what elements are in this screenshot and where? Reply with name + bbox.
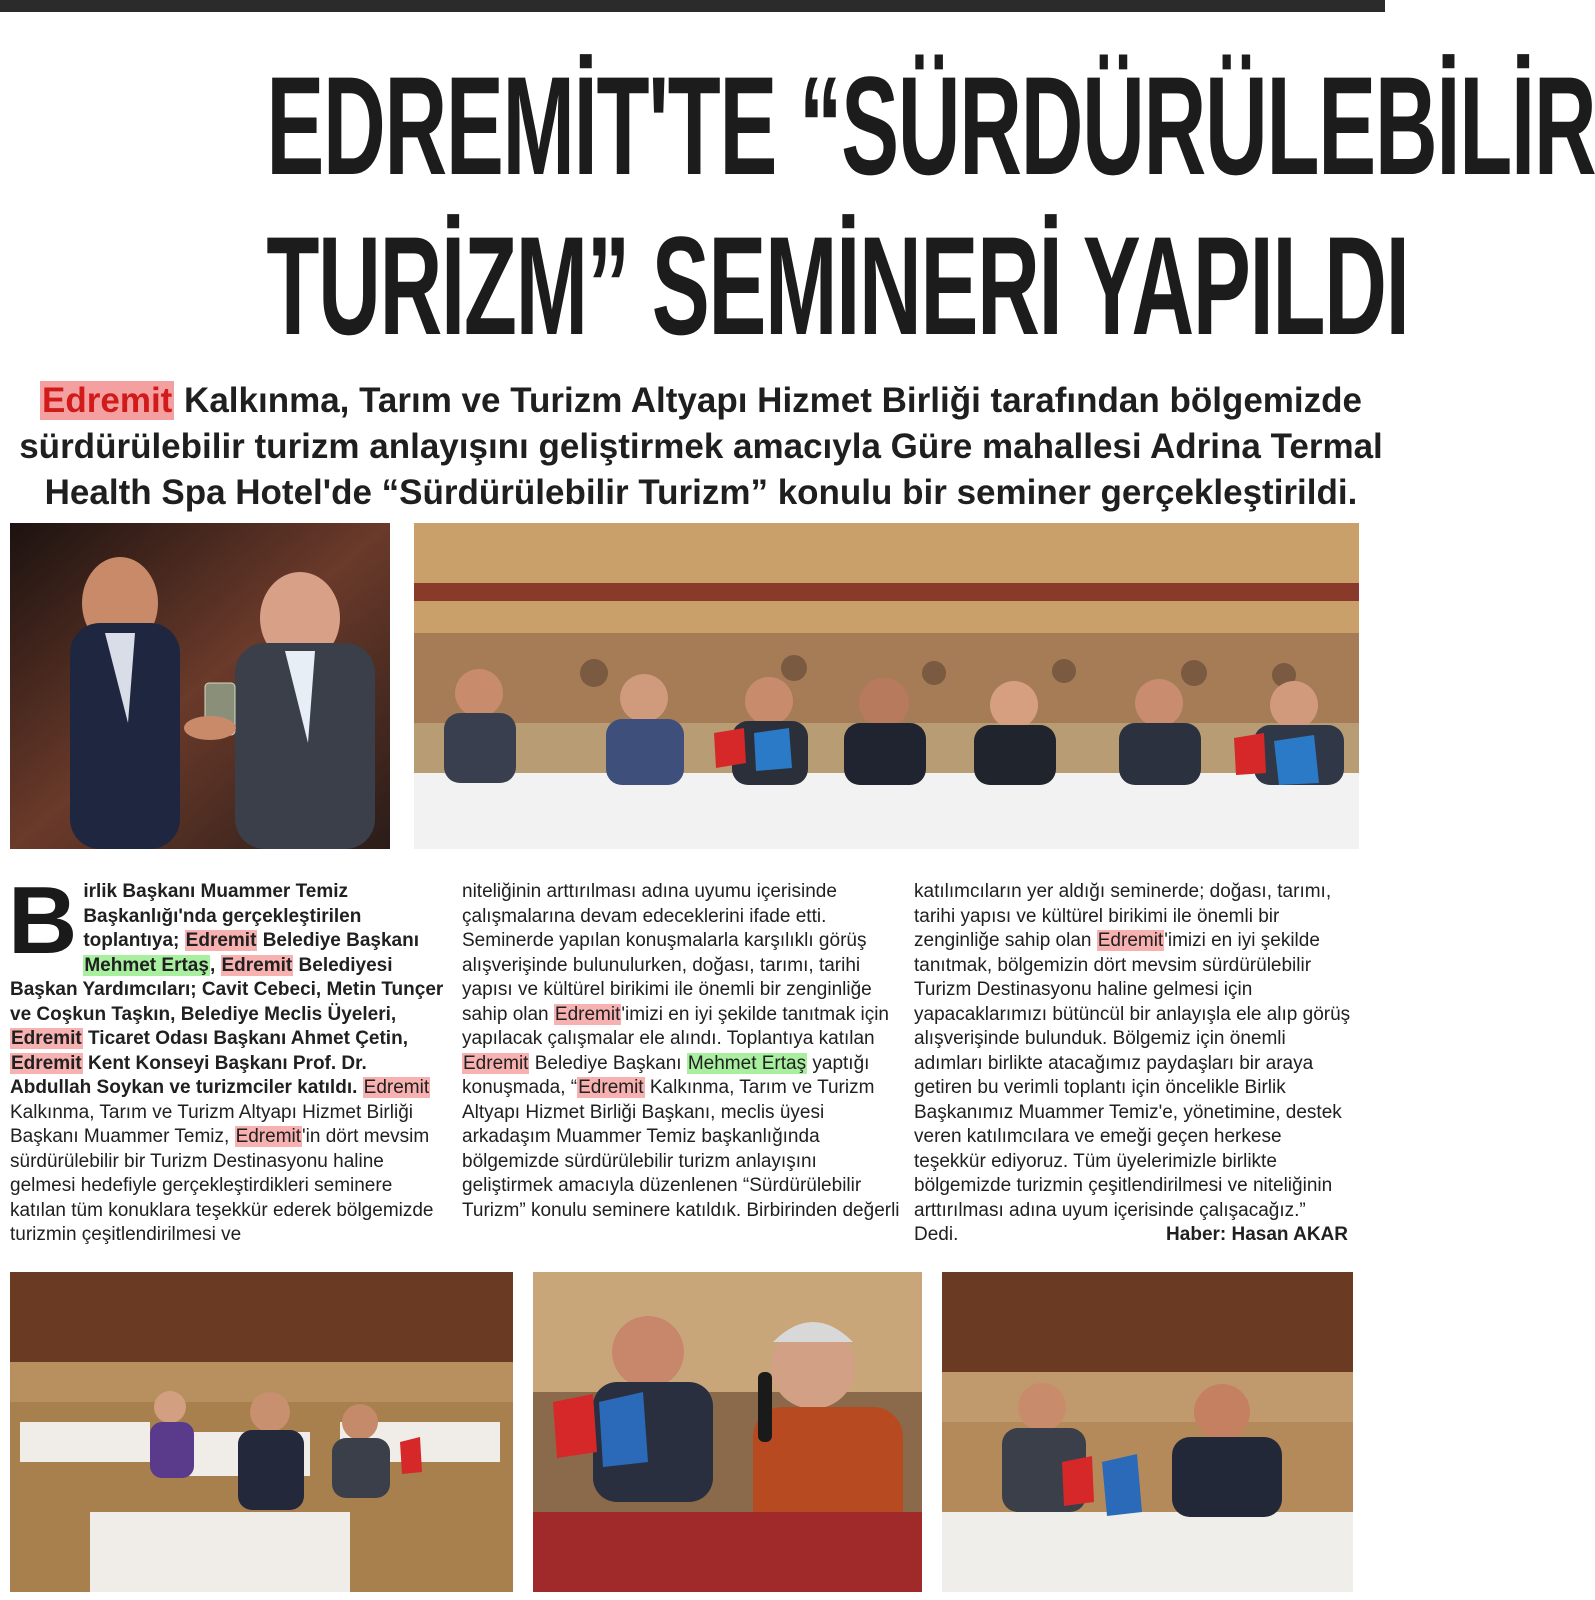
headline-line-2: TURİZM” SEMİNERİ YAPILDI bbox=[266, 207, 1409, 364]
col2-text-3: Belediye Başkanı bbox=[529, 1052, 687, 1074]
lead-paragraph bbox=[18, 378, 1384, 516]
top-rule bbox=[0, 0, 1385, 12]
col1-highlight-1: Edremit bbox=[185, 930, 257, 951]
col2-highlight-2: Edremit bbox=[463, 1052, 529, 1074]
lead-text: Kalkınma, Tarım ve Turizm Altyapı Hizmet Birliği tarafından bölgemizde sürdürülebilir turizm anlayışını geliştirmek amacıyla Güre mahallesi Adrina Termal Health Spa Hotel'de “Sürdürülebilir Turizm” konulu bir seminer gerçekleştirildi. bbox=[19, 381, 1383, 512]
article-column-1 bbox=[8, 867, 450, 1248]
col1-highlight-name: Mehmet Ertaş bbox=[84, 954, 209, 976]
col1-text-3: , bbox=[209, 954, 221, 976]
col1-text-8: 'in dört mevsim sürdürülebilir bir Turizm Destinasyonu haline gelmesi hedefiyle gerçekleştirdikleri seminere katılan tüm konuklara teşekkür ederek bölgemizde turizmin çeşitlendirilmesi ve bbox=[10, 1126, 434, 1245]
photo-seminar-hall bbox=[10, 1272, 513, 1592]
col2-highlight-name: Mehmet Ertaş bbox=[687, 1052, 807, 1074]
col3-highlight-1: Edremit bbox=[1097, 930, 1164, 951]
col3-text-1: katılımcıların yer aldığı seminerde; doğası, tarımı, tarihi yapısı ve kültürel birikimi ile önemli bir zenginliğe sahip olan bbox=[914, 881, 1332, 951]
col1-text-1: irlik Başkanı Muammer Temiz Başkanlığı'nda gerçekleştirilen toplantıya; bbox=[83, 881, 362, 951]
byline: Haber: Hasan AKAR bbox=[1166, 1224, 1348, 1245]
col1-text-4: Belediyesi Başkan Yardımcıları; Cavit Cebeci, Metin Tunçer ve Coşkun Taşkın, Belediye Meclis Üyeleri, bbox=[10, 954, 444, 1025]
lead-highlight: Edremit bbox=[42, 381, 173, 420]
photo-speaker-microphone bbox=[533, 1272, 922, 1592]
col1-highlight-3: Edremit bbox=[11, 1028, 82, 1049]
article-column-3 bbox=[914, 880, 1354, 1248]
col1-text-2: Belediye Başkanı bbox=[257, 930, 420, 951]
col1-highlight-4: Edremit bbox=[11, 1052, 82, 1074]
col2-text-4: yaptığı konuşmada, “ bbox=[462, 1052, 870, 1098]
col3-text-2: 'imizi en iyi şekilde tanıtmak, bölgemizin dört mevsim sürdürülebilir Turizm Destinasyonu haline gelmesi için yapacaklarımızı bütüncül bir anlayışla ele alıp görüş alışverişinde bulunduk. Bölgemiz için önemli adımları birlikte atacağımız paydaşları bir araya getiren bu verimli toplantı için öncelikle Birlik Başkanımız Muammer Temiz'e, yönetimine, destek veren katılımcılara ve emeği geçen herkese teşekkür ediyoruz. Tüm üyelerimizle birlikte bölgemizde turizmin çeşitlendirilmesi ve niteliğinin arttırılması adına uyum içerisinde çalışacağız.” Dedi. bbox=[914, 930, 1351, 1245]
col2-highlight-1: Edremit bbox=[554, 1003, 621, 1025]
col1-text-6: Kent Konseyi Başkanı Prof. Dr. Abdullah Soykan ve turizmciler katıldı. bbox=[10, 1052, 367, 1098]
col1-highlight-5: Edremit bbox=[363, 1077, 430, 1098]
photo-attendees-flags bbox=[942, 1272, 1353, 1592]
article-column-2 bbox=[462, 880, 902, 1223]
col2-text-5: Kalkınma, Tarım ve Turizm Altyapı Hizmet Birliği Başkanı, meclis üyesi arkadaşım Muammer Temiz başkanlığında bölgemizde sürdürülebilir turizm anlayışını geliştirmek amacıyla düzenlenen “Sürdürülebilir Turizm” konulu seminere katıldık. Birbirinden değerli bbox=[462, 1077, 900, 1221]
col1-text-5: Ticaret Odası Başkanı Ahmet Çetin, bbox=[82, 1028, 408, 1049]
photo-seminar-front-row bbox=[414, 523, 1359, 849]
col1-highlight-2: Edremit bbox=[221, 954, 293, 976]
col2-text-1: niteliğinin arttırılması adına uyumu içerisinde çalışmalarına devam edeceklerini ifade etti. Seminerde yapılan konuşmalarla karşılıklı görüş alışverişinde bulunulurken, doğası, tarımı, tarihi yapısı ve kültürel birikimi ile önemli bir zenginliğe sahip olan bbox=[462, 881, 872, 1025]
photo-award-ceremony bbox=[10, 523, 390, 849]
headline-line-1: EDREMİT'TE “SÜRDÜRÜLEBİLİR bbox=[266, 47, 1595, 204]
headline bbox=[0, 46, 1595, 366]
col2-text-2: 'imizi en iyi şekilde tanıtmak için yapılacak çalışmalar ele alındı. Toplantıya katılan bbox=[462, 1003, 889, 1049]
col2-highlight-3: Edremit bbox=[578, 1077, 644, 1098]
drop-cap: B bbox=[8, 867, 78, 974]
col1-highlight-6: Edremit bbox=[235, 1126, 302, 1147]
col1-text-7: Kalkınma, Tarım ve Turizm Altyapı Hizmet Birliği Başkanı Muammer Temiz, bbox=[10, 1101, 413, 1147]
